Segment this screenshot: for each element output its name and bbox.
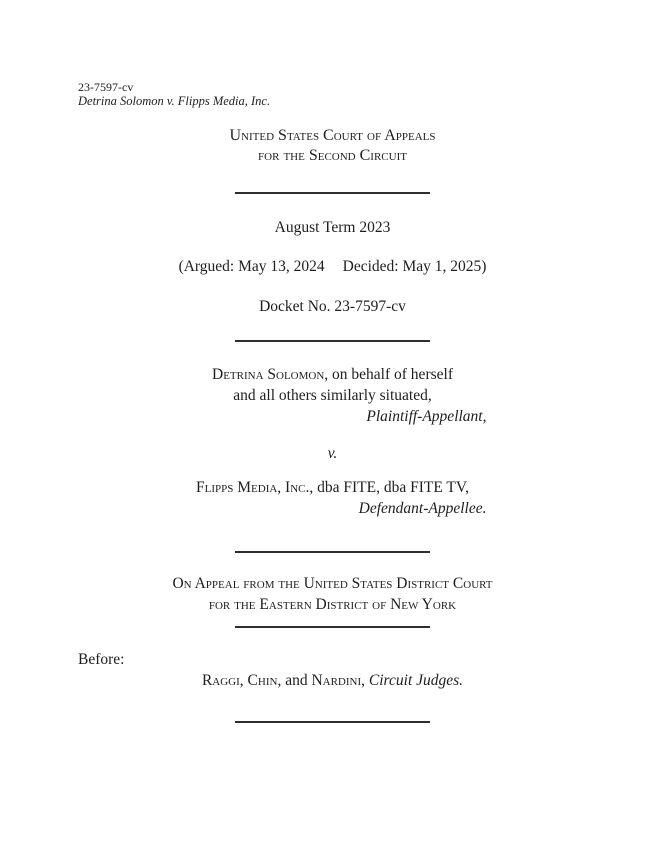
court-name-line2: for the Second Circuit — [258, 147, 407, 164]
argued-decided-line — [78, 257, 587, 277]
plaintiff-line2: and all others similarly situated, — [233, 387, 432, 404]
judge-separator: , — [239, 672, 248, 689]
judge-separator: , — [361, 672, 369, 689]
case-caption — [179, 364, 487, 519]
appeal-source — [78, 573, 587, 615]
judges-title: Circuit Judges. — [368, 672, 464, 689]
judge-separator: , and — [277, 672, 312, 689]
plaintiff-line1 — [179, 364, 487, 385]
before-label: Before: — [78, 651, 125, 668]
defendant-block — [179, 477, 487, 519]
header-case-name: Detrina Solomon v. Flipps Media, Inc. — [78, 94, 271, 108]
court-name-line1: United States Court of Appeals — [229, 127, 436, 144]
judge-name: Raggi — [201, 672, 240, 689]
docket-number-line: Docket No. 23-7597-cv — [259, 298, 406, 315]
header-docket-number: 23-7597-cv — [78, 80, 134, 94]
versus: v. — [327, 445, 338, 462]
defendant-line1 — [179, 477, 487, 498]
panel-judges — [78, 670, 587, 691]
horizontal-rule — [235, 340, 430, 342]
judge-name: Chin — [247, 672, 278, 689]
plaintiff-name: Detrina Solomon — [212, 366, 325, 383]
decided-date: Decided: May 1, 2025) — [342, 258, 487, 275]
plaintiff-designation: Plaintiff-Appellant, — [366, 408, 487, 425]
defendant-name-rest: , dba FITE, dba FITE TV, — [309, 479, 469, 496]
defendant-name: Flipps Media, Inc. — [196, 479, 310, 496]
horizontal-rule — [235, 192, 430, 194]
appeal-source-line1: On Appeal from the United States District Court — [172, 575, 493, 592]
horizontal-rule — [235, 721, 430, 723]
horizontal-rule — [235, 551, 430, 553]
defendant-designation: Defendant-Appellee. — [358, 500, 487, 517]
term-line: August Term 2023 — [274, 219, 391, 236]
plaintiff-name-rest: , on behalf of herself — [324, 366, 453, 383]
judge-name: Nardini — [311, 672, 362, 689]
appeal-source-line2: for the Eastern District of New York — [208, 596, 457, 613]
court-name — [78, 126, 587, 166]
argued-date: (Argued: May 13, 2024 — [178, 258, 325, 275]
horizontal-rule — [235, 626, 430, 628]
